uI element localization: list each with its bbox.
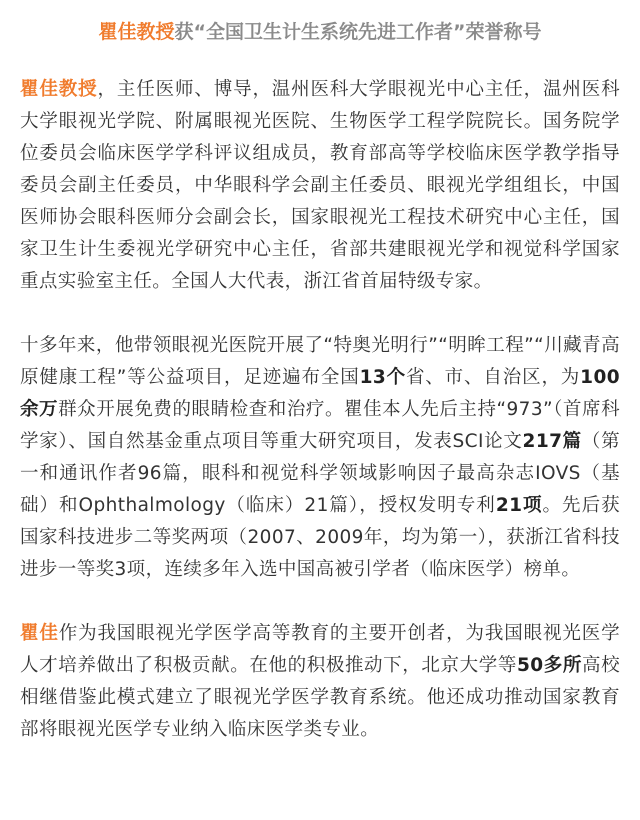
achievements-text-1: 十多年来，他带领眼视光医院开展了“特奥光明行”“明眸工程”“川藏青高原健康工程”等公益项目，足迹遍布全国 <box>20 335 620 388</box>
people-count: 100余万 <box>20 367 620 420</box>
bio-text: ，主任医师、博导，温州医科大学眼视光中心主任，温州医科大学眼视光学院、附属眼视光医院、生物医学工程学院院长。国务院学位委员会临床医学学科评议组成员，教育部高等学校临床医学教学指导委员会副主任委员，中华眼科学会副主任委员、眼视光学组组长，中国医师协会眼科医师分会副会长，国家眼视光工程技术研究中心主任，国家卫生计生委视光学研究中心主任，省部共建眼视光学和视觉科学国家重点实验室主任。全国人大代表，浙江省首届特级专家。 <box>20 79 620 292</box>
achievements-text-3: 群众开展免费的眼睛检查和治疗。瞿佳本人先后主持“973”（首席科学家）、国自然基金重点项目等重大研究项目，发表SCI论文 <box>20 399 620 452</box>
education-paragraph <box>20 618 620 746</box>
education-text-2: 高校相继借鉴此模式建立了眼视光学医学教育系统。他还成功推动国家教育部将眼视光医学专业纳入临床医学类专业。 <box>20 655 620 740</box>
bio-paragraph <box>20 74 620 298</box>
achievements-text-5: 。先后获国家科技进步二等奖两项（2007、2009年，均为第一），获浙江省科技进步一等奖3项，连续多年入选中国高被引学者（临床医学）榜单。 <box>20 495 620 580</box>
article-headline <box>20 0 620 50</box>
patents-count: 21项 <box>495 495 543 516</box>
headline-text: 获“全国卫生计生系统先进工作者”荣誉称号 <box>174 21 542 43</box>
universities-count: 50多所 <box>516 655 582 676</box>
education-name: 瞿佳 <box>20 623 59 644</box>
achievements-text-2: 省、市、自治区，为 <box>405 367 581 388</box>
achievements-paragraph <box>20 330 620 586</box>
bio-name: 瞿佳教授 <box>20 79 98 100</box>
papers-count: 217篇 <box>522 431 582 452</box>
headline-name: 瞿佳教授 <box>98 21 175 43</box>
achievements-text-4: （第一和通讯作者96篇，眼科和视觉科学领域影响因子最高杂志IOVS（基础）和Ophthalmology（临床）21篇），授权发明专利 <box>20 431 620 516</box>
provinces-count: 13个 <box>359 367 406 388</box>
education-text-1: 作为我国眼视光学医学高等教育的主要开创者，为我国眼视光医学人才培养做出了积极贡献。在他的积极推动下，北京大学等 <box>20 623 620 676</box>
